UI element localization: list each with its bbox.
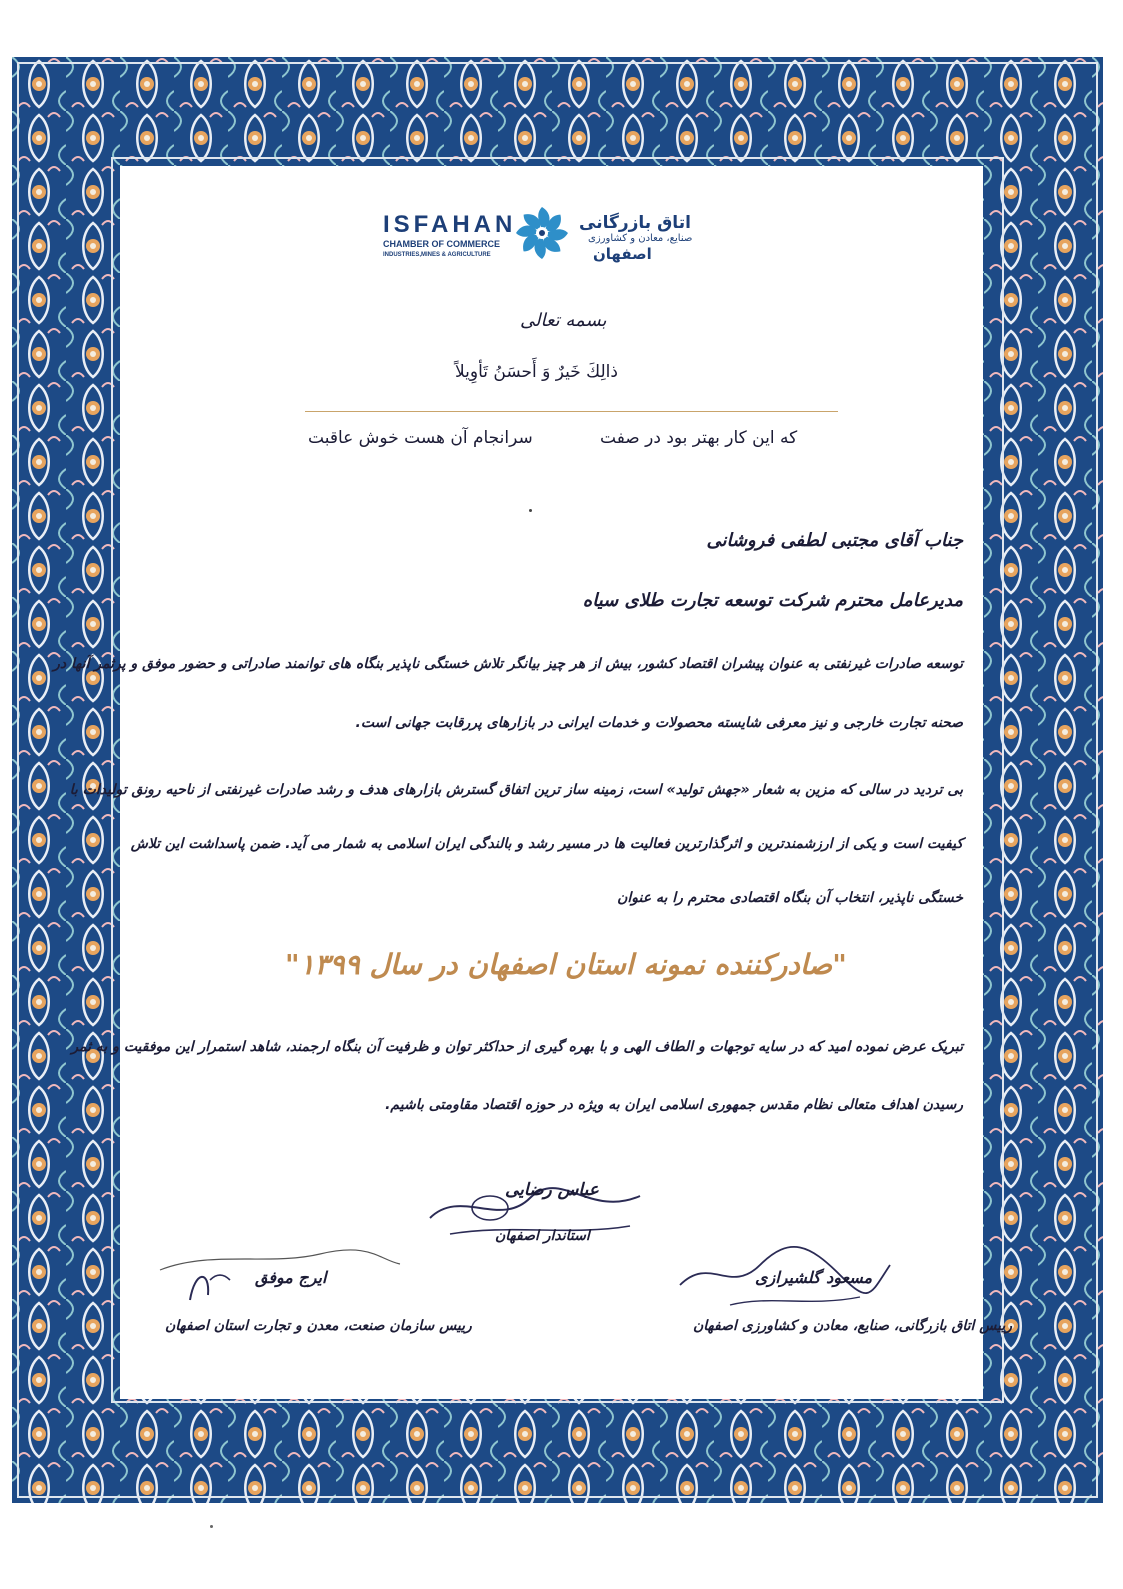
poem-first-hemistich: که این کار بهتر بود در صفت <box>600 428 798 448</box>
governor-title: استاندار اصفهان <box>495 1228 590 1244</box>
logo-en-title: ISFAHAN <box>383 211 517 238</box>
organization-head-title: رییس سازمان صنعت، معدن و تجارت استان اصفهان <box>165 1318 472 1334</box>
ink-dot <box>529 509 532 512</box>
body-paragraph-2-line-2: کیفیت است و یکی از ارزشمندترین و اثرگذارترین فعالیت ها در مسیر رشد و بالندگی ایران اسلامی به شمار می آید. ضمن پاسداشت این تلاش <box>130 836 963 852</box>
body-paragraph-3-line-1: تبریک عرض نموده امید که در سایه توجهات و الطاف الهی و با بهره گیری از حداکثر توان و ظرفیت آن بنگاه ارجمند، شاهد استمرار این موفقیت و به ثمر <box>71 1039 963 1055</box>
logo-en-subtitle-2: INDUSTRIES,MINES & AGRICULTURE <box>383 252 491 258</box>
governor-name: عباس رضایی <box>505 1180 599 1200</box>
body-paragraph-2-line-1: بی تردید در سالی که مزین به شعار «جهش تولید» است، زمینه ساز ترین اتفاق گسترش بازارهای هدف و رشد صادرات غیرنفتی از ناحیه رونق تولیدات با <box>69 782 963 798</box>
chamber-emblem-icon <box>514 205 570 261</box>
recipient-name: جناب آقای مجتبی لطفی فروشانی <box>706 530 963 551</box>
logo-fa-title: اتاق بازرگانی <box>579 213 691 233</box>
logo-fa-subtitle: صنایع، معادن و کشاورزی <box>588 233 693 244</box>
body-paragraph-2-line-3: خستگی ناپذیر، انتخاب آن بنگاه اقتصادی محترم را به عنوان <box>617 890 963 906</box>
organization-head-name: ایرج موفق <box>255 1268 327 1287</box>
chamber-head-name: مسعود گلشیرازی <box>755 1268 873 1287</box>
body-paragraph-1-line-1: توسعه صادرات غیرنفتی به عنوان پیشران اقتصاد کشور، بیش از هر چیز بیانگر تلاش خستگی ناپذیر بنگاه های توانمند صادراتی و حضور موفق و پرثمر آنها در <box>53 656 963 672</box>
logo-fa-city: اصفهان <box>593 245 652 263</box>
body-paragraph-1-line-2: صحنه تجارت خارجی و نیز معرفی شایسته محصولات و خدمات ایرانی در بازارهای پررقابت جهانی است. <box>355 715 963 731</box>
body-paragraph-3-line-2: رسیدن اهداف متعالی نظام مقدس جمهوری اسلامی ایران به ویژه در حوزه اقتصاد مقاومتی باشیم. <box>385 1097 963 1113</box>
verse-divider <box>305 411 838 412</box>
paper-mark <box>210 1525 213 1528</box>
chamber-head-title: رییس اتاق بازرگانی، صنایع، معادن و کشاورزی اصفهان <box>693 1318 1013 1334</box>
logo-en-subtitle: CHAMBER OF COMMERCE <box>383 239 500 249</box>
poem-second-hemistich: سرانجام آن هست خوش عاقبت <box>308 428 533 448</box>
award-title: "صادرکننده نمونه استان اصفهان در سال ۱۳۹۹" <box>285 948 847 981</box>
chamber-logo <box>383 203 733 263</box>
quran-verse: ذالِكَ خَيرٌ وَ أَحسَنُ تَأوِيلاً <box>455 362 618 382</box>
bismillah: بسمه تعالی <box>520 310 607 331</box>
recipient-position: مدیرعامل محترم شرکت توسعه تجارت طلای سیاه <box>582 590 963 611</box>
